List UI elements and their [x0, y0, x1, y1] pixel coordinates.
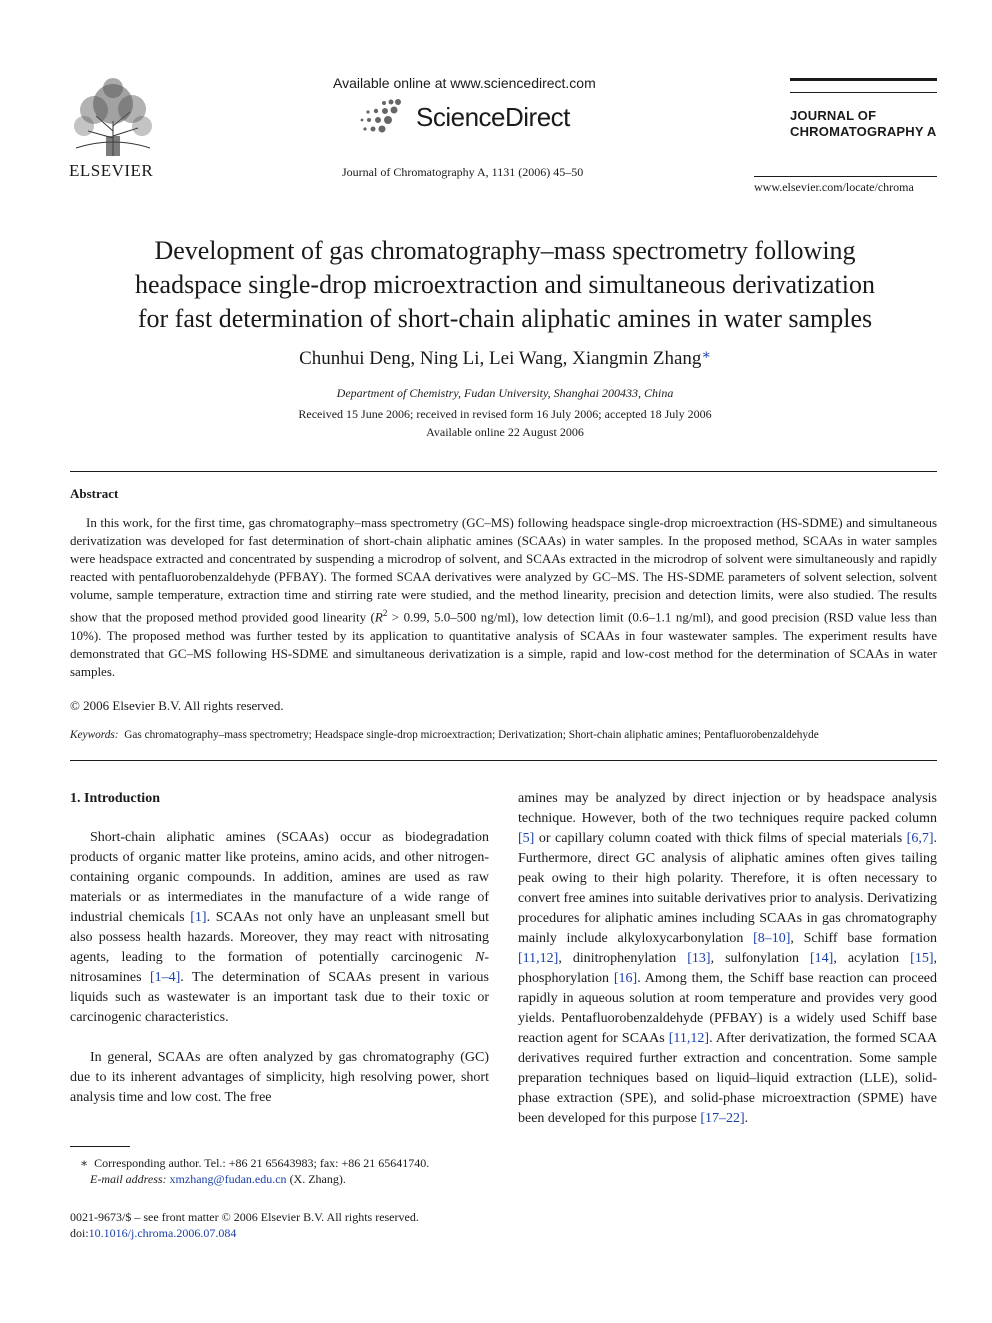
- text: . SCAAs not only have an unpleasant smell but also possess health hazards. Moreover, they may react with nitrosating agents, leading to the formation of potentially carcinogenic: [70, 910, 489, 965]
- footnote-line-1: [70, 1155, 489, 1171]
- footnote-rule: [70, 1146, 130, 1147]
- text: , acylation: [833, 951, 911, 966]
- abstract-body: [70, 514, 937, 681]
- reference-link[interactable]: [5]: [518, 831, 535, 846]
- text: , sulfonylation: [710, 951, 810, 966]
- text: , dinitrophenylation: [558, 951, 688, 966]
- reference-link[interactable]: [14]: [810, 951, 834, 966]
- footnote: [70, 1155, 489, 1187]
- reference-link[interactable]: [6,7]: [906, 831, 934, 846]
- text: or capillary column coated with thick films of special materials: [534, 831, 907, 846]
- sciencedirect-wordmark: ScienceDirect: [416, 102, 570, 132]
- section-heading-introduction: 1. Introduction: [70, 791, 160, 806]
- journal-citation: Journal of Chromatography A, 1131 (2006) 45–50: [342, 165, 584, 179]
- abstract-heading: Abstract: [70, 486, 119, 501]
- reference-link[interactable]: [16]: [613, 971, 638, 986]
- intro-paragraph-2-part1: In general, SCAAs are often analyzed by gas chromatography (GC) due to its inherent advantages of simplicity, high resolving power, short analysis time and low cost. The free: [70, 1050, 489, 1105]
- authors-text: Chunhui Deng, Ning Li, Lei Wang, Xiangmin Zhang: [299, 348, 702, 369]
- reference-link[interactable]: [11,12]: [518, 951, 559, 966]
- footnote-marker: ∗: [80, 1156, 89, 1170]
- abstract-text-2: > 0.99, 5.0–500 ng/ml), low detection limit (0.6–1.1 ng/ml), and good precision (RSD value less than 10%). The proposed method was further tested by its application to quantitative analysis of SCAAs in four wastewater samples. The experiment results have demonstrated that GC–MS following HS-SDME and simultaneous derivatization is a simple, rapid and low-cost method for the determination of SCAAs in water samples.: [70, 609, 937, 680]
- elsevier-wordmark: ELSEVIER: [69, 161, 154, 180]
- bottom-matter: [70, 1209, 419, 1241]
- italic-n: N: [474, 950, 485, 965]
- text: . Among them, the Schiff base reaction can proceed rapidly in aqueous solution at room temperature and provides very good yields. Pentafluorobenzaldehyde (PFBAY) is a widely used Schiff base reaction agent for SCAAs: [518, 971, 937, 1046]
- keywords-bottom-rule: [70, 760, 937, 761]
- text: Short-chain aliphatic amines (SCAAs) occur as biodegradation products of organic matter like proteins, amino acids, and other nitrogen-containing organic compounds. In addition, amines are used as raw materials or as intermediates in the manufacture of a wide range of industrial chemicals: [70, 830, 489, 925]
- journal-header-rule-thin: [790, 92, 937, 93]
- corresponding-author-marker[interactable]: ∗: [701, 348, 711, 363]
- doi-link[interactable]: 10.1016/j.chroma.2006.07.084: [88, 1226, 237, 1240]
- footnote-contact: Corresponding author. Tel.: +86 21 65643983; fax: +86 21 65641740.: [94, 1156, 430, 1170]
- elsevier-tree-logo: [66, 76, 160, 158]
- reference-link[interactable]: [15]: [910, 951, 934, 966]
- text: . Furthermore, direct GC analysis of aliphatic amines often gives tailing peak owing to their high polarity. Therefore, it is often necessary to convert free amines into suitable derivatives prior to analysis. Derivatizing procedures for aliphatic amines including SCAAs in gas chromatography mainly include alkyloxycarbonylation: [518, 831, 937, 946]
- keywords-label: Keywords:: [70, 729, 119, 741]
- journal-header-rule-thick: [790, 78, 937, 81]
- r-superscript: 2: [382, 608, 388, 619]
- journal-url[interactable]: www.elsevier.com/locate/chroma: [754, 180, 914, 194]
- reference-link[interactable]: [1]: [190, 910, 207, 925]
- article-title: [60, 234, 950, 336]
- reference-link[interactable]: [8–10]: [753, 931, 791, 946]
- text: -nitrosamines: [70, 950, 489, 985]
- intro-paragraph-2-part2: amines may be analyzed by direct injection or by headspace analysis technique. However, both of the two techniques require packed column [5] or capillary column coated with thick films of special materials [6,7]. Furthermore, direct GC analysis of aliphatic amines often gives tailing peak owing to their high polarity. Therefore, it is often necessary to convert free amines into suitable derivatives prior to analysis. Derivatizing procedures for aliphatic amines including SCAAs in gas chromatography mainly include alkyloxycarbonylation [8–10], Schiff base formation [11,12], dinitrophenylation [13], sulfonylation [14], acylation [15], phosphorylation [16]. Among them, the Schiff base reaction can proceed rapidly in aqueous solution at room temperature and provides very good yields. Pentafluorobenzaldehyde (PFBAY) is a widely used Schiff base reaction agent for SCAAs [11,12]. After derivatization, the formed SCAA derivatives required further extraction and concentration. Some sample preparation techniques based on liquid–liquid extraction (LLE), solid-phase extraction (SPE), and solid-phase microextraction (SPME) have been developed for this purpose [17–22].: [518, 791, 937, 1126]
- keywords-text: Gas chromatography–mass spectrometry; Headspace single-drop microextraction; Derivatization; Short-chain aliphatic amines; Pentafluorobenzaldehyde: [124, 729, 819, 741]
- title-line-1: Development of gas chromatography–mass spectrometry following: [154, 236, 856, 265]
- text: , Schiff base formation: [790, 931, 937, 946]
- text: , phosphorylation: [518, 951, 937, 986]
- reference-link[interactable]: [11,12]: [668, 1031, 710, 1046]
- reference-link[interactable]: [17–22]: [700, 1111, 745, 1126]
- reference-link[interactable]: [1–4]: [149, 970, 181, 985]
- r-symbol: R: [374, 609, 383, 625]
- text: .: [744, 1111, 749, 1126]
- footnote-line-2: [70, 1171, 489, 1187]
- author-list: [60, 347, 950, 370]
- reference-link[interactable]: [13]: [687, 951, 711, 966]
- email-suffix: (X. Zhang).: [286, 1172, 346, 1186]
- title-line-3: for fast determination of short-chain aliphatic amines in water samples: [137, 304, 873, 333]
- available-online-text[interactable]: Available online at www.sciencedirect.com: [333, 75, 596, 91]
- journal-url-rule: [754, 176, 937, 177]
- issn-line: 0021-9673/$ – see front matter © 2006 Elsevier B.V. All rights reserved.: [70, 1210, 419, 1224]
- sciencedirect-dots-icon: [358, 96, 408, 136]
- keywords: [70, 729, 937, 741]
- doi-label: doi:: [70, 1226, 89, 1240]
- doi-line: [70, 1225, 419, 1241]
- intro-paragraph-1: [70, 828, 489, 1028]
- abstract-text-1: In this work, for the first time, gas chromatography–mass spectrometry (GC–MS) following headspace single-drop microextraction (HS-SDME) and simultaneous derivatization was developed for fast determination of short-chain aliphatic amines (SCAAs) in water samples. In the proposed method, SCAAs in water samples were headspace extracted and concentrated by suspending a microdrop of solvent, and SCAAs extracted in the microdrop of solvent were simultaneously and rapidly reacted with pentafluorobenzaldehyde (PFBAY). The formed SCAA derivatives were analyzed by GC–MS. The HS-SDME parameters of solvent selection, solvent volume, sample temperature, extraction time and stirring rate were studied, and the method linearity, precision and detection limits, were also studied. The results show that the proposed method provided good linearity (: [70, 515, 937, 625]
- available-online-date: Available online 22 August 2006: [426, 425, 584, 439]
- received-dates: Received 15 June 2006; received in revised form 16 July 2006; accepted 18 July 2006: [298, 407, 712, 421]
- journal-name: [790, 108, 936, 140]
- text: . The determination of SCAAs present in various liquids such as wastewater is an important task due to their toxic or carcinogenic characteristics.: [70, 970, 489, 1025]
- abstract-top-rule: [70, 471, 937, 472]
- email-link[interactable]: xmzhang@fudan.edu.cn: [169, 1172, 287, 1186]
- journal-name-line1: JOURNAL OF: [790, 108, 877, 123]
- affiliation: Department of Chemistry, Fudan University, Shanghai 200433, China: [336, 386, 674, 400]
- email-label: E-mail address:: [90, 1172, 167, 1186]
- abstract-copyright: © 2006 Elsevier B.V. All rights reserved.: [70, 698, 284, 713]
- journal-name-line2: CHROMATOGRAPHY A: [790, 124, 937, 139]
- title-line-2: headspace single-drop microextraction and simultaneous derivatization: [134, 270, 876, 299]
- text: . After derivatization, the formed SCAA derivatives required further extraction and concentration. Some sample preparation techniques based on liquid–liquid extraction (LLE), solid-phase extraction (SPE), and solid-phase microextraction (SPME) have been developed for this purpose: [518, 1031, 937, 1126]
